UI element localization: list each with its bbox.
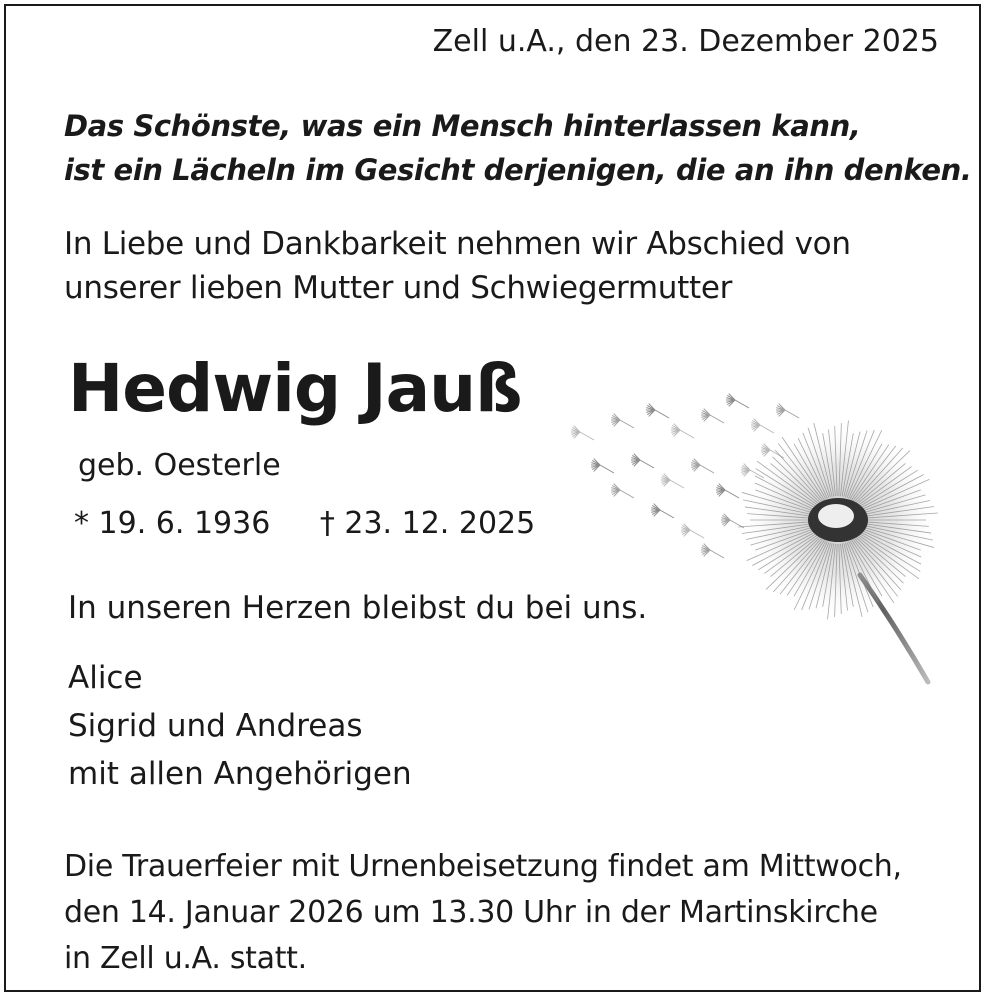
quote-line-1: Das Schönste, was ein Mensch hinterlassen kann,: [64, 109, 861, 143]
funeral-line-3: in Zell u.A. statt.: [64, 941, 307, 976]
maiden-name: geb. Oesterle: [78, 448, 281, 483]
funeral-line-2: den 14. Januar 2026 um 13.30 Uhr in der Martinskirche: [64, 895, 878, 930]
date-line: Zell u.A., den 23. Dezember 2025: [432, 24, 939, 59]
intro-line-2: unserer lieben Mutter und Schwiegermutter: [64, 270, 733, 306]
deceased-name: Hedwig Jauß: [68, 350, 522, 427]
mourners-list: [68, 654, 412, 798]
life-dates: [74, 506, 535, 541]
dandelion-icon: [560, 370, 950, 700]
birth-date: * 19. 6. 1936: [74, 506, 271, 541]
death-date: † 23. 12. 2025: [319, 506, 536, 541]
mourner-1: Alice: [68, 660, 143, 696]
funeral-line-1: Die Trauerfeier mit Urnenbeisetzung findet am Mittwoch,: [64, 849, 902, 884]
quote-line-2: ist ein Lächeln im Gesicht derjenigen, die an ihn denken.: [64, 153, 972, 187]
mourner-3: mit allen Angehörigen: [68, 756, 412, 792]
mourner-2: Sigrid und Andreas: [68, 708, 363, 744]
funeral-info: [64, 844, 902, 982]
intro-text: [64, 222, 851, 310]
memorial-quote: [64, 104, 972, 192]
remembrance-message: In unseren Herzen bleibst du bei uns.: [68, 590, 648, 626]
intro-line-1: In Liebe und Dankbarkeit nehmen wir Abschied von: [64, 226, 851, 262]
